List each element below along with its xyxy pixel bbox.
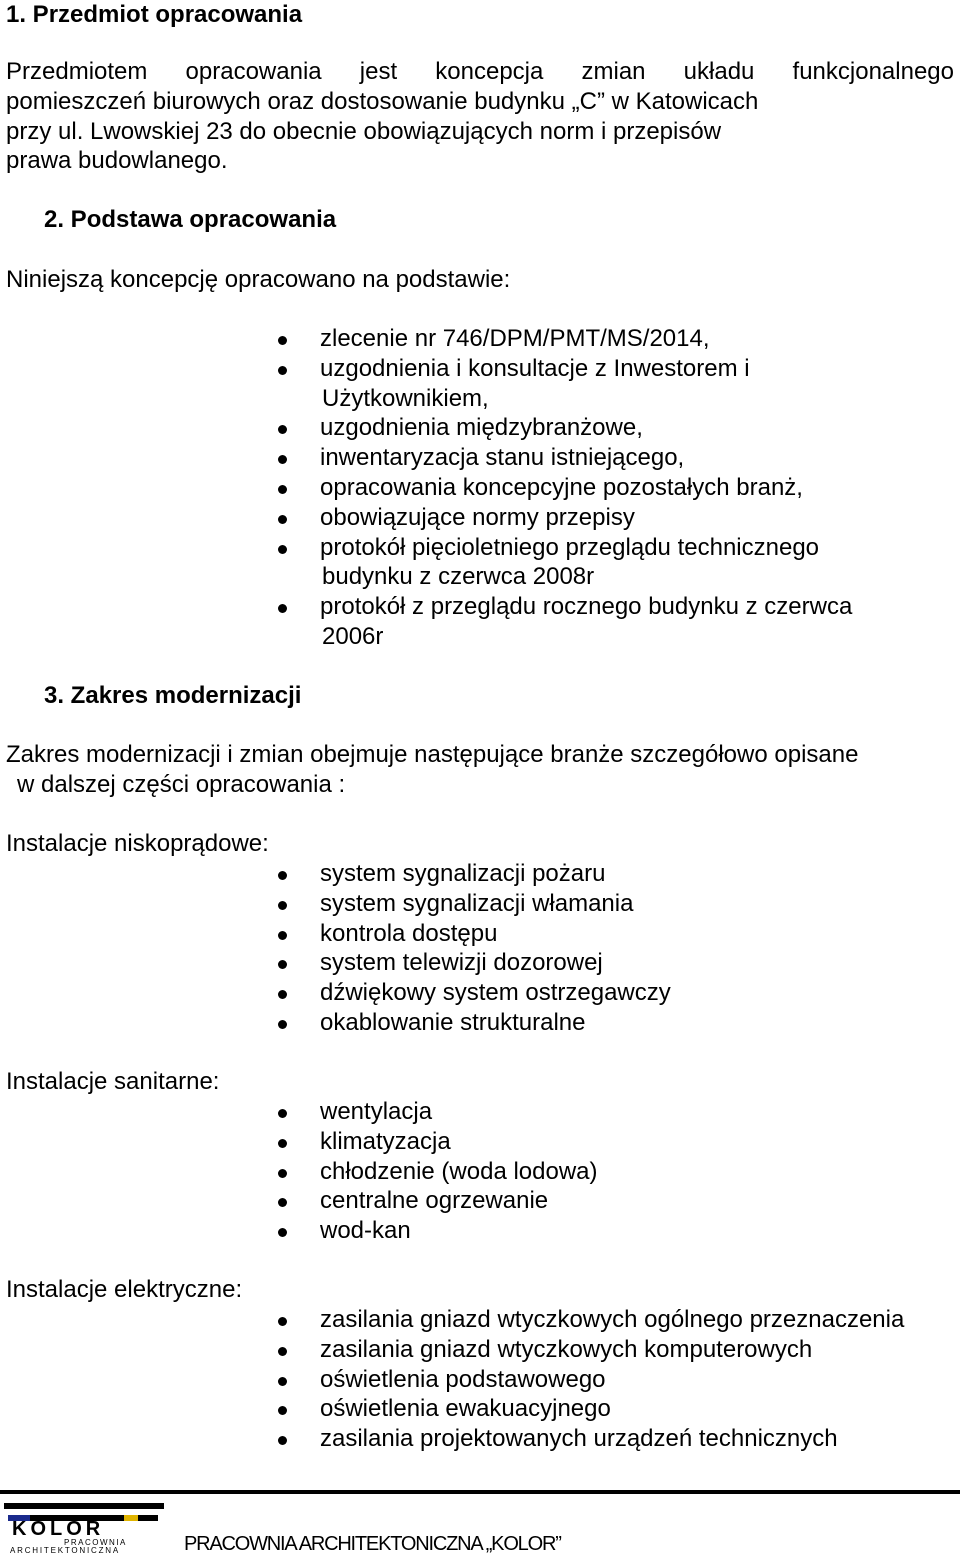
bullet-icon <box>278 990 287 999</box>
list-item-text: okablowanie strukturalne <box>320 1008 586 1036</box>
bullet-icon <box>278 1139 287 1148</box>
bullet-icon <box>278 1169 287 1178</box>
list-item <box>276 1305 904 1335</box>
bullet-icon <box>278 1317 287 1326</box>
list-item-text: zasilania gniazd wtyczkowych komputerowych <box>320 1335 813 1363</box>
list-item <box>276 473 852 503</box>
list-item-text: dźwiękowy system ostrzegawczy <box>320 979 671 1007</box>
kolor-logo <box>4 1503 164 1555</box>
bullet-icon <box>278 515 287 524</box>
electrical-list <box>276 1305 904 1454</box>
bullet-icon <box>278 604 287 613</box>
list-item <box>276 324 852 354</box>
group-label-sanitary: Instalacje sanitarne: <box>6 1068 220 1095</box>
bullet-icon <box>278 1436 287 1445</box>
list-item <box>276 948 671 978</box>
list-item <box>276 413 852 443</box>
bullet-icon <box>278 1198 287 1207</box>
list-item-text: wentylacja <box>320 1098 433 1125</box>
list-item <box>276 1424 904 1454</box>
list-item-continuation: budynku z czerwca 2008r <box>322 563 595 591</box>
bullet-icon <box>278 1109 287 1118</box>
logo-subtext: ARCHITEKTONICZNA <box>10 1546 120 1555</box>
list-item-text: uzgodnienia międzybranżowe, <box>320 414 643 442</box>
list-item <box>276 503 852 533</box>
section-3-heading: 3. Zakres modernizacji <box>44 682 302 709</box>
bullet-icon <box>278 485 287 494</box>
bullet-icon <box>278 901 287 910</box>
list-item <box>276 978 671 1008</box>
basis-list <box>276 324 852 652</box>
list-item <box>276 1127 598 1157</box>
list-item-text: oświetlenia ewakuacyjnego <box>320 1395 611 1423</box>
footer-company-name: PRACOWNIA ARCHITEKTONICZNA „KOLOR” <box>184 1533 561 1555</box>
group-label-electrical: Instalacje elektryczne: <box>6 1276 243 1303</box>
list-item <box>276 533 852 593</box>
list-item-text: centralne ogrzewanie <box>320 1187 549 1215</box>
list-item-continuation: Użytkownikiem, <box>322 384 489 412</box>
bullet-icon <box>278 1020 287 1029</box>
list-item-text: system telewizji dozorowej <box>320 949 603 977</box>
footer-divider <box>0 1490 960 1494</box>
bullet-icon <box>278 425 287 434</box>
list-item-text: kontrola dostępu <box>320 919 498 947</box>
bullet-icon <box>278 1347 287 1356</box>
list-item <box>276 1008 671 1038</box>
list-item-text: protokół pięcioletniego przeglądu technicznego <box>320 533 820 561</box>
bullet-icon <box>278 545 287 554</box>
bullet-icon <box>278 960 287 969</box>
list-item <box>276 443 852 473</box>
list-item-text: oświetlenia podstawowego <box>320 1365 606 1393</box>
group-label-low-current: Instalacje niskoprądowe: <box>6 830 269 857</box>
list-item-text: uzgodnienia i konsultacje z Inwestorem i <box>320 354 750 382</box>
list-item-continuation: 2006r <box>322 622 384 650</box>
bullet-icon <box>278 455 287 464</box>
logo-wordmark: KOLOR <box>12 1518 105 1540</box>
list-item <box>276 1186 598 1216</box>
bullet-icon <box>278 931 287 940</box>
section-3-intro-line: w dalszej części opracowania : <box>17 771 346 798</box>
list-item <box>276 592 852 652</box>
list-item <box>276 859 671 889</box>
bullet-icon <box>278 336 287 345</box>
section-1-paragraph <box>6 57 954 176</box>
list-item <box>276 1365 904 1395</box>
list-item-text: system sygnalizacji włamania <box>320 889 634 917</box>
list-item-text: zlecenie nr 746/DPM/PMT/MS/2014, <box>320 325 710 352</box>
list-item-text: wod-kan <box>320 1217 411 1245</box>
list-item-text: protokół z przeglądu rocznego budynku z czerwca <box>320 593 853 621</box>
paragraph-line: prawa budowlanego. <box>6 147 228 175</box>
list-item-text: klimatyzacja <box>320 1127 451 1155</box>
section-3-intro-line: Zakres modernizacji i zmian obejmuje następujące branże szczegółowo opisane <box>6 741 859 768</box>
list-item <box>276 1394 904 1424</box>
section-2-heading: 2. Podstawa opracowania <box>44 206 337 233</box>
list-item-text: zasilania gniazd wtyczkowych ogólnego przeznaczenia <box>320 1306 905 1333</box>
list-item <box>276 1335 904 1365</box>
list-item-text: chłodzenie (woda lodowa) <box>320 1157 598 1185</box>
list-item <box>276 1216 598 1246</box>
list-item-text: inwentaryzacja stanu istniejącego, <box>320 444 685 472</box>
logo-subtext: PRACOWNIA <box>64 1538 127 1547</box>
section-1-heading: 1. Przedmiot opracowania <box>6 1 303 28</box>
list-item-text: zasilania projektowanych urządzeń technicznych <box>320 1425 838 1453</box>
list-item <box>276 889 671 919</box>
list-item-text: opracowania koncepcyjne pozostałych branż, <box>320 473 803 501</box>
bullet-icon <box>278 366 287 375</box>
paragraph-line: pomieszczeń biurowych oraz dostosowanie budynku „C” w Katowicach <box>6 87 759 115</box>
sanitary-list <box>276 1097 598 1246</box>
list-item <box>276 1157 598 1187</box>
bullet-icon <box>278 1377 287 1386</box>
paragraph-line: przy ul. Lwowskiej 23 do obecnie obowiązujących norm i przepisów <box>6 117 722 145</box>
bullet-icon <box>278 1406 287 1415</box>
section-2-intro: Niniejszą koncepcję opracowano na podstawie: <box>6 266 511 293</box>
bullet-icon <box>278 1228 287 1237</box>
paragraph-line: Przedmiotem opracowania jest koncepcja zmian układu funkcjonalnego <box>6 58 954 85</box>
list-item <box>276 919 671 949</box>
list-item-text: obowiązujące normy przepisy <box>320 503 635 531</box>
low-current-list <box>276 859 671 1038</box>
list-item <box>276 354 852 414</box>
list-item <box>276 1097 598 1127</box>
bullet-icon <box>278 871 287 880</box>
list-item-text: system sygnalizacji pożaru <box>320 860 606 887</box>
